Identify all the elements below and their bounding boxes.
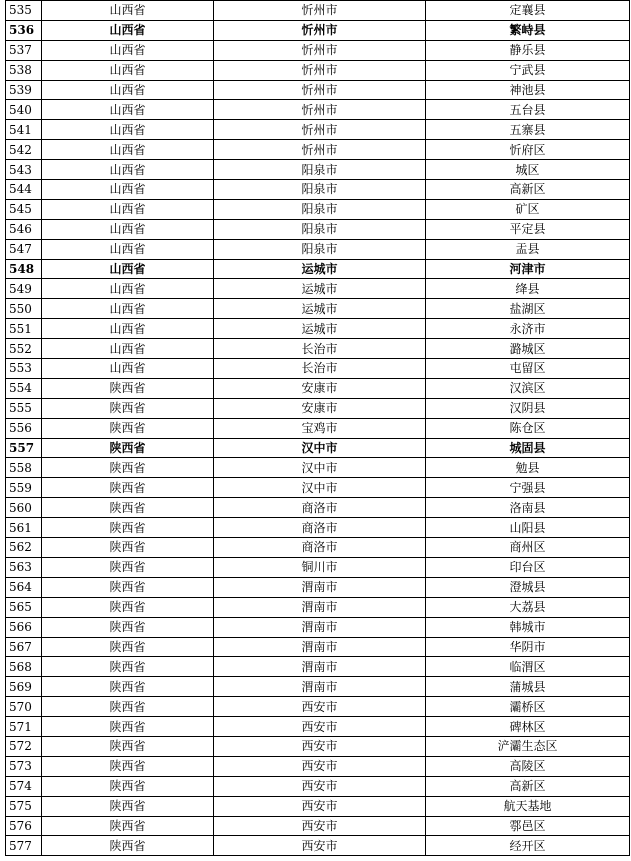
table-row (6, 736, 630, 756)
county-cell: 勉县 (426, 458, 630, 478)
table-row (6, 478, 630, 498)
province-cell: 陕西省 (42, 677, 214, 697)
city-cell: 西安市 (214, 736, 426, 756)
county-cell: 宁武县 (426, 60, 630, 80)
province-cell: 陕西省 (42, 796, 214, 816)
province-cell: 山西省 (42, 339, 214, 359)
county-cell: 灞桥区 (426, 697, 630, 717)
table-row (6, 498, 630, 518)
row-number-cell: 557 (6, 438, 42, 458)
table-row (6, 776, 630, 796)
row-number-cell: 575 (6, 796, 42, 816)
county-cell: 静乐县 (426, 40, 630, 60)
county-cell: 华阴市 (426, 637, 630, 657)
county-cell: 绛县 (426, 279, 630, 299)
row-number-cell: 558 (6, 458, 42, 478)
row-number-cell: 555 (6, 398, 42, 418)
county-cell: 汉阴县 (426, 398, 630, 418)
city-cell: 西安市 (214, 697, 426, 717)
city-cell: 阳泉市 (214, 219, 426, 239)
city-cell: 宝鸡市 (214, 418, 426, 438)
province-cell: 陕西省 (42, 557, 214, 577)
table-row (6, 577, 630, 597)
row-number-cell: 544 (6, 180, 42, 200)
province-cell: 陕西省 (42, 458, 214, 478)
row-number-cell: 547 (6, 239, 42, 259)
province-cell: 陕西省 (42, 836, 214, 856)
row-number-cell: 538 (6, 60, 42, 80)
county-cell: 城固县 (426, 438, 630, 458)
county-list-table (5, 0, 630, 856)
county-cell: 印台区 (426, 557, 630, 577)
province-cell: 山西省 (42, 160, 214, 180)
province-cell: 山西省 (42, 359, 214, 379)
table-row (6, 438, 630, 458)
county-cell: 河津市 (426, 259, 630, 279)
county-cell: 陈仓区 (426, 418, 630, 438)
row-number-cell: 565 (6, 597, 42, 617)
province-cell: 山西省 (42, 219, 214, 239)
province-cell: 陕西省 (42, 736, 214, 756)
city-cell: 忻州市 (214, 60, 426, 80)
county-cell: 平定县 (426, 219, 630, 239)
county-cell: 韩城市 (426, 617, 630, 637)
province-cell: 陕西省 (42, 478, 214, 498)
row-number-cell: 568 (6, 657, 42, 677)
city-cell: 运城市 (214, 279, 426, 299)
table-row (6, 60, 630, 80)
city-cell: 忻州市 (214, 100, 426, 120)
row-number-cell: 552 (6, 339, 42, 359)
table-row (6, 279, 630, 299)
city-cell: 长治市 (214, 359, 426, 379)
province-cell: 陕西省 (42, 597, 214, 617)
row-number-cell: 574 (6, 776, 42, 796)
province-cell: 陕西省 (42, 538, 214, 558)
row-number-cell: 572 (6, 736, 42, 756)
city-cell: 忻州市 (214, 40, 426, 60)
province-cell: 陕西省 (42, 577, 214, 597)
row-number-cell: 536 (6, 20, 42, 40)
table-row (6, 1, 630, 21)
province-cell: 陕西省 (42, 398, 214, 418)
county-cell: 城区 (426, 160, 630, 180)
table-row (6, 299, 630, 319)
table-row (6, 677, 630, 697)
county-cell: 澄城县 (426, 577, 630, 597)
city-cell: 西安市 (214, 796, 426, 816)
city-cell: 安康市 (214, 378, 426, 398)
row-number-cell: 542 (6, 140, 42, 160)
county-cell: 汉滨区 (426, 378, 630, 398)
row-number-cell: 535 (6, 1, 42, 21)
province-cell: 陕西省 (42, 498, 214, 518)
table-row (6, 557, 630, 577)
province-cell: 山西省 (42, 279, 214, 299)
row-number-cell: 554 (6, 378, 42, 398)
province-cell: 陕西省 (42, 378, 214, 398)
county-cell: 洛南县 (426, 498, 630, 518)
table-row (6, 418, 630, 438)
table-row (6, 458, 630, 478)
table-row (6, 378, 630, 398)
county-cell: 宁强县 (426, 478, 630, 498)
county-cell: 鄠邑区 (426, 816, 630, 836)
row-number-cell: 539 (6, 80, 42, 100)
province-cell: 陕西省 (42, 756, 214, 776)
province-cell: 陕西省 (42, 438, 214, 458)
province-cell: 陕西省 (42, 717, 214, 737)
province-cell: 山西省 (42, 100, 214, 120)
province-cell: 陕西省 (42, 657, 214, 677)
table-row (6, 239, 630, 259)
county-cell: 高陵区 (426, 756, 630, 776)
table-row (6, 100, 630, 120)
row-number-cell: 564 (6, 577, 42, 597)
county-cell: 永济市 (426, 319, 630, 339)
table-row (6, 339, 630, 359)
city-cell: 安康市 (214, 398, 426, 418)
county-cell: 经开区 (426, 836, 630, 856)
county-cell: 高新区 (426, 180, 630, 200)
city-cell: 渭南市 (214, 677, 426, 697)
table-row (6, 637, 630, 657)
city-cell: 西安市 (214, 717, 426, 737)
table-row (6, 120, 630, 140)
table-row (6, 140, 630, 160)
city-cell: 渭南市 (214, 617, 426, 637)
row-number-cell: 566 (6, 617, 42, 637)
county-cell: 神池县 (426, 80, 630, 100)
province-cell: 山西省 (42, 140, 214, 160)
county-cell: 盐湖区 (426, 299, 630, 319)
city-cell: 阳泉市 (214, 239, 426, 259)
row-number-cell: 567 (6, 637, 42, 657)
row-number-cell: 550 (6, 299, 42, 319)
county-cell: 潞城区 (426, 339, 630, 359)
province-cell: 山西省 (42, 80, 214, 100)
table-row (6, 20, 630, 40)
city-cell: 忻州市 (214, 140, 426, 160)
province-cell: 山西省 (42, 40, 214, 60)
row-number-cell: 563 (6, 557, 42, 577)
province-cell: 山西省 (42, 60, 214, 80)
province-cell: 山西省 (42, 199, 214, 219)
city-cell: 阳泉市 (214, 180, 426, 200)
county-cell: 大荔县 (426, 597, 630, 617)
row-number-cell: 549 (6, 279, 42, 299)
row-number-cell: 543 (6, 160, 42, 180)
table-row (6, 538, 630, 558)
row-number-cell: 553 (6, 359, 42, 379)
city-cell: 忻州市 (214, 80, 426, 100)
province-cell: 山西省 (42, 20, 214, 40)
city-cell: 西安市 (214, 816, 426, 836)
county-cell: 屯留区 (426, 359, 630, 379)
table-row (6, 199, 630, 219)
county-cell: 盂县 (426, 239, 630, 259)
city-cell: 汉中市 (214, 458, 426, 478)
city-cell: 忻州市 (214, 120, 426, 140)
row-number-cell: 576 (6, 816, 42, 836)
province-cell: 山西省 (42, 259, 214, 279)
city-cell: 西安市 (214, 836, 426, 856)
city-cell: 渭南市 (214, 597, 426, 617)
province-cell: 山西省 (42, 180, 214, 200)
province-cell: 陕西省 (42, 637, 214, 657)
table-row (6, 836, 630, 856)
county-cell: 临渭区 (426, 657, 630, 677)
row-number-cell: 537 (6, 40, 42, 60)
province-cell: 陕西省 (42, 518, 214, 538)
table-row (6, 40, 630, 60)
city-cell: 忻州市 (214, 20, 426, 40)
city-cell: 商洛市 (214, 518, 426, 538)
city-cell: 渭南市 (214, 657, 426, 677)
county-cell: 定襄县 (426, 1, 630, 21)
row-number-cell: 559 (6, 478, 42, 498)
table-row (6, 597, 630, 617)
table-row (6, 617, 630, 637)
row-number-cell: 561 (6, 518, 42, 538)
county-cell: 商州区 (426, 538, 630, 558)
city-cell: 商洛市 (214, 538, 426, 558)
table-row (6, 398, 630, 418)
row-number-cell: 556 (6, 418, 42, 438)
province-cell: 陕西省 (42, 816, 214, 836)
table-row (6, 657, 630, 677)
city-cell: 汉中市 (214, 478, 426, 498)
city-cell: 阳泉市 (214, 199, 426, 219)
county-cell: 高新区 (426, 776, 630, 796)
row-number-cell: 546 (6, 219, 42, 239)
county-cell: 碑林区 (426, 717, 630, 737)
table-row (6, 259, 630, 279)
county-cell: 浐灞生态区 (426, 736, 630, 756)
row-number-cell: 560 (6, 498, 42, 518)
city-cell: 渭南市 (214, 637, 426, 657)
city-cell: 运城市 (214, 299, 426, 319)
row-number-cell: 545 (6, 199, 42, 219)
county-cell: 繁峙县 (426, 20, 630, 40)
table-row (6, 160, 630, 180)
table-row (6, 717, 630, 737)
city-cell: 运城市 (214, 319, 426, 339)
table-row (6, 180, 630, 200)
row-number-cell: 540 (6, 100, 42, 120)
province-cell: 山西省 (42, 120, 214, 140)
table-row (6, 359, 630, 379)
row-number-cell: 548 (6, 259, 42, 279)
row-number-cell: 569 (6, 677, 42, 697)
table-row (6, 518, 630, 538)
city-cell: 长治市 (214, 339, 426, 359)
city-cell: 汉中市 (214, 438, 426, 458)
province-cell: 陕西省 (42, 776, 214, 796)
table-body (6, 1, 630, 856)
county-cell: 山阳县 (426, 518, 630, 538)
county-cell: 五寨县 (426, 120, 630, 140)
row-number-cell: 577 (6, 836, 42, 856)
table-row (6, 80, 630, 100)
city-cell: 渭南市 (214, 577, 426, 597)
county-cell: 五台县 (426, 100, 630, 120)
city-cell: 西安市 (214, 776, 426, 796)
row-number-cell: 562 (6, 538, 42, 558)
city-cell: 西安市 (214, 756, 426, 776)
table-row (6, 219, 630, 239)
row-number-cell: 573 (6, 756, 42, 776)
province-cell: 山西省 (42, 319, 214, 339)
county-cell: 忻府区 (426, 140, 630, 160)
table-row (6, 697, 630, 717)
city-cell: 忻州市 (214, 1, 426, 21)
city-cell: 运城市 (214, 259, 426, 279)
county-cell: 矿区 (426, 199, 630, 219)
row-number-cell: 571 (6, 717, 42, 737)
table-row (6, 816, 630, 836)
city-cell: 阳泉市 (214, 160, 426, 180)
table-row (6, 319, 630, 339)
county-cell: 蒲城县 (426, 677, 630, 697)
province-cell: 陕西省 (42, 617, 214, 637)
province-cell: 山西省 (42, 299, 214, 319)
province-cell: 陕西省 (42, 418, 214, 438)
city-cell: 商洛市 (214, 498, 426, 518)
province-cell: 陕西省 (42, 697, 214, 717)
county-cell: 航天基地 (426, 796, 630, 816)
province-cell: 山西省 (42, 1, 214, 21)
row-number-cell: 551 (6, 319, 42, 339)
city-cell: 铜川市 (214, 557, 426, 577)
row-number-cell: 570 (6, 697, 42, 717)
province-cell: 山西省 (42, 239, 214, 259)
row-number-cell: 541 (6, 120, 42, 140)
table-row (6, 756, 630, 776)
table-row (6, 796, 630, 816)
